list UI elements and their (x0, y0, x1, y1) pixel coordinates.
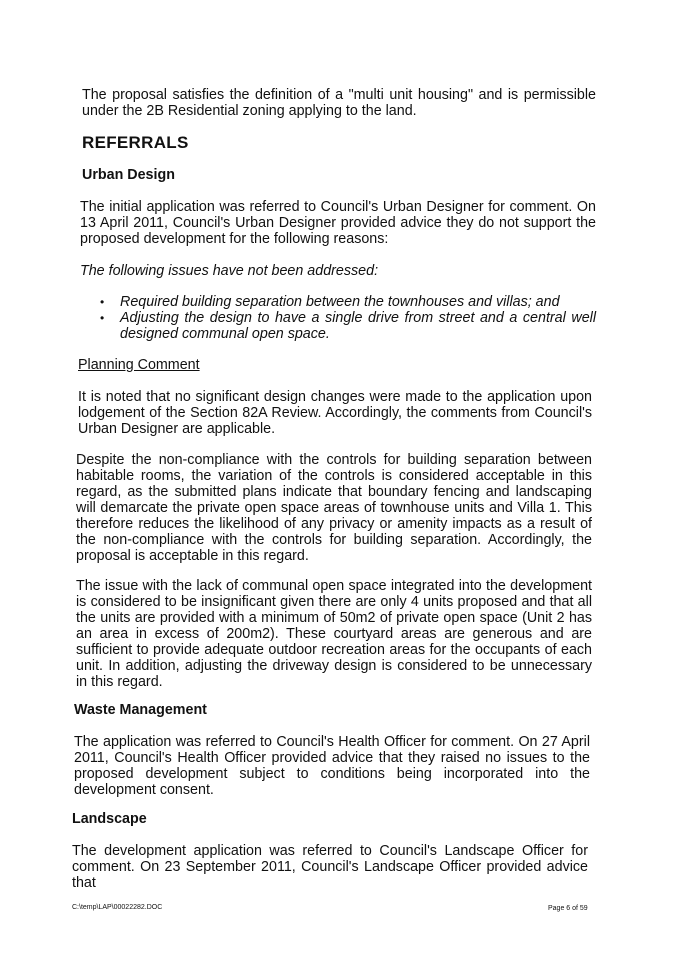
footer-page-number: Page 6 of 59 (548, 905, 588, 912)
bullet-icon: • (100, 295, 105, 309)
landscape-paragraph: The development application was referred to Council's Landscape Officer for comment. On 23 September 2011, Council's Landscape Officer provided advice that (72, 843, 588, 891)
issues-list (100, 294, 596, 342)
waste-management-heading: Waste Management (74, 702, 207, 718)
waste-paragraph: The application was referred to Council's Health Officer for comment. On 27 April 2011, Council's Health Officer provided advice that they raised no issues to the proposed development subject to conditions being incorporated into the development consent. (74, 734, 590, 798)
bullet-icon: • (100, 311, 105, 325)
list-item (100, 310, 596, 342)
planning-comment-heading: Planning Comment (78, 357, 200, 373)
intro-paragraph: The proposal satisfies the definition of a "multi unit housing" and is permissible under the 2B Residential zoning applying to the land. (82, 87, 596, 119)
footer-file-path: C:\temp\LAP\00022282.DOC (72, 904, 163, 911)
urban-design-paragraph: The initial application was referred to Council's Urban Designer for comment. On 13 April 2011, Council's Urban Designer provided advice they do not support the proposed development for the following reasons: (80, 199, 596, 247)
referrals-heading: REFERRALS (82, 133, 189, 152)
landscape-heading: Landscape (72, 811, 147, 827)
planning-paragraph-2: Despite the non-compliance with the controls for building separation between habitable rooms, the variation of the controls is considered acceptable in this regard, as the submitted plans indicate that boundary fencing and landscaping will demarcate the private open space areas of townhouse units and Villa 1. This therefore reduces the likelihood of any privacy or amenity impacts as a result of the non-compliance with the controls for building separation. Accordingly, the proposal is acceptable in this regard. (76, 452, 592, 564)
planning-paragraph-3: The issue with the lack of communal open space integrated into the development is considered to be insignificant given there are only 4 units proposed and that all the units are provided with a minimum of 50m2 of private open space (Unit 2 has an area in excess of 200m2). These courtyard areas are generous and are sufficient to provide adequate outdoor recreation areas for the occupants of each unit. In addition, adjusting the driveway design is considered to be unnecessary in this regard. (76, 578, 592, 690)
urban-design-heading: Urban Design (82, 167, 175, 183)
list-item (100, 294, 596, 310)
planning-paragraph-1: It is noted that no significant design changes were made to the application upon lodgement of the Section 82A Review. Accordingly, the comments from Council's Urban Designer are applicable. (78, 389, 592, 437)
issue-text: Required building separation between the townhouses and villas; and (120, 294, 560, 310)
issues-intro: The following issues have not been addressed: (80, 263, 379, 279)
issue-text: Adjusting the design to have a single drive from street and a central well designed communal open space. (120, 310, 596, 342)
